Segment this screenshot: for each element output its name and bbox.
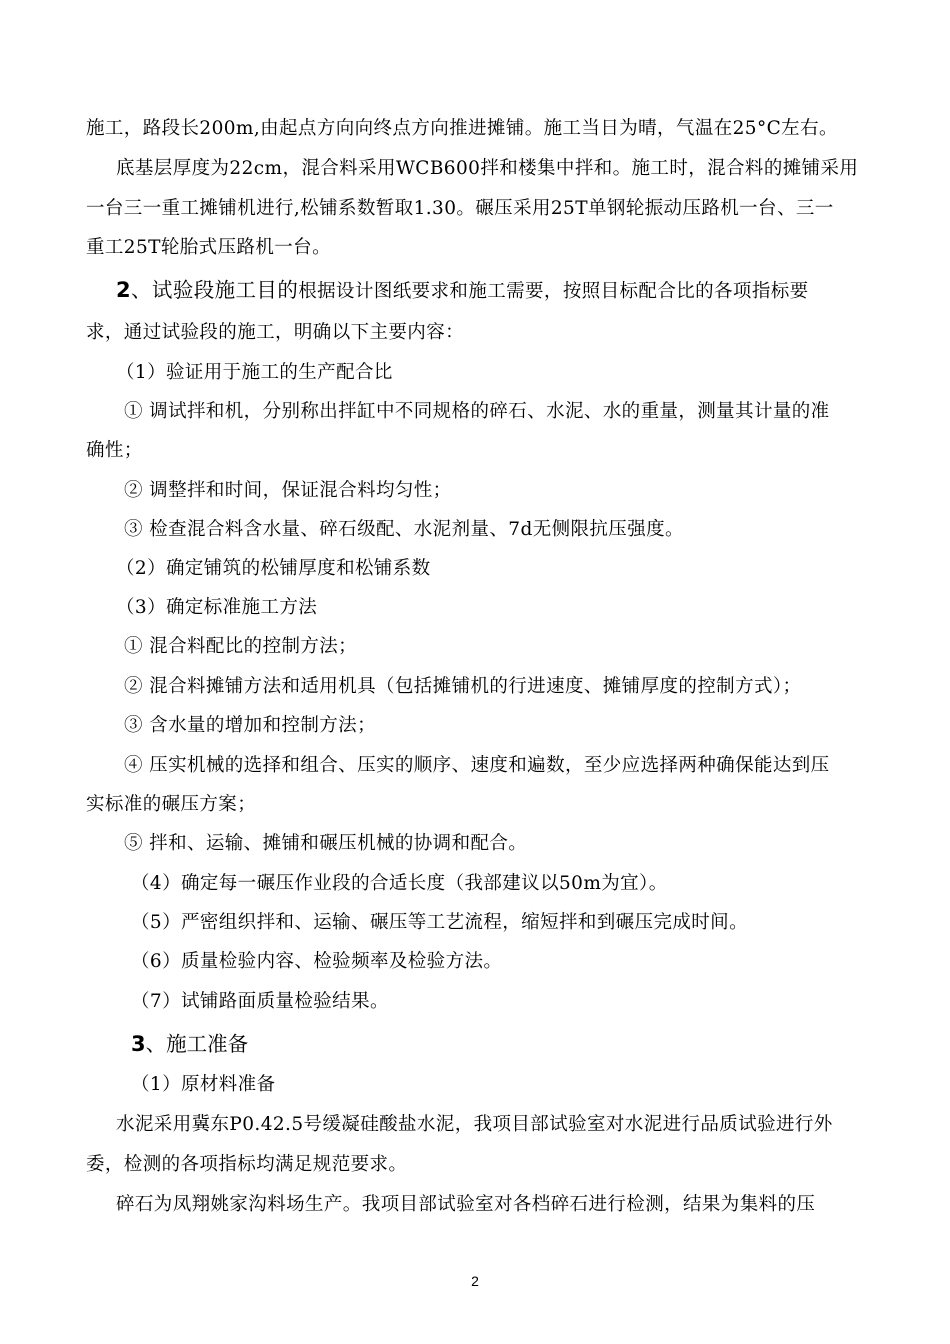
list-item: （2）确定铺筑的松铺厚度和松铺系数 bbox=[116, 558, 431, 579]
list-item: （1）验证用于施工的生产配合比 bbox=[116, 362, 393, 383]
list-item: （5）严密组织拌和、运输、碾压等工艺流程，缩短拌和到碾压完成时间。 bbox=[131, 912, 748, 933]
section-heading bbox=[116, 278, 298, 302]
page-number: 2 bbox=[471, 1273, 479, 1289]
list-item: ③ 含水量的增加和控制方法； bbox=[124, 715, 376, 736]
list-item: ④ 压实机械的选择和组合、压实的顺序、速度和遍数，至少应选择两种确保能达到压 bbox=[124, 755, 830, 776]
list-item: ⑤ 拌和、运输、摊铺和碾压机械的协调和配合。 bbox=[124, 833, 528, 854]
list-item: ② 混合料摊铺方法和适用机具（包括摊铺机的行进速度、摊铺厚度的控制方式）； bbox=[124, 676, 802, 697]
section-title: 、试验段施工目的 bbox=[131, 278, 299, 302]
section-title: 、施工准备 bbox=[145, 1032, 249, 1056]
section-heading bbox=[131, 1031, 248, 1057]
list-item: （7）试铺路面质量检验结果。 bbox=[131, 991, 389, 1012]
paragraph-line: 重工25T轮胎式压路机一台。 bbox=[86, 237, 331, 258]
paragraph-line: 底基层厚度为22cm，混合料采用WCB600拌和楼集中拌和。施工时，混合料的摊铺采用 bbox=[116, 158, 859, 179]
list-item: （6）质量检验内容、检验频率及检验方法。 bbox=[131, 951, 503, 972]
list-item: ① 调试拌和机，分别称出拌缸中不同规格的碎石、水泥、水的重量，测量其计量的准 bbox=[124, 401, 830, 422]
paragraph-line: 委，检测的各项指标均满足规范要求。 bbox=[86, 1154, 408, 1175]
paragraph-line: 碎石为凤翔姚家沟料场生产。我项目部试验室对各档碎石进行检测，结果为集料的压 bbox=[116, 1194, 816, 1215]
paragraph-line: 水泥采用冀东P0.42.5号缓凝硅酸盐水泥，我项目部试验室对水泥进行品质试验进行外 bbox=[116, 1114, 833, 1135]
paragraph-text: 根据设计图纸要求和施工需要，按照目标配合比的各项指标要 bbox=[298, 281, 809, 302]
paragraph-line: 求，通过试验段的施工，明确以下主要内容： bbox=[86, 322, 465, 343]
list-item: ② 调整拌和时间，保证混合料均匀性； bbox=[124, 480, 452, 501]
paragraph-line: 施工，路段长200m,由起点方向向终点方向推进摊铺。施工当日为晴，气温在25°C左右。 bbox=[86, 118, 838, 139]
section-number: 2 bbox=[116, 278, 132, 302]
list-item: （3）确定标准施工方法 bbox=[116, 597, 318, 618]
list-item: ③ 检查混合料含水量、碎石级配、水泥剂量、7d无侧限抗压强度。 bbox=[124, 519, 684, 540]
section-number: 3 bbox=[131, 1032, 146, 1056]
section-2-first-line bbox=[116, 277, 809, 304]
list-item: （1）原材料准备 bbox=[131, 1074, 276, 1095]
list-item-continuation: 实标准的碾压方案； bbox=[86, 794, 257, 815]
paragraph-line: 一台三一重工摊铺机进行,松铺系数暂取1.30。碾压采用25T单钢轮振动压路机一台、三一 bbox=[86, 198, 834, 219]
list-item: ① 混合料配比的控制方法； bbox=[124, 636, 358, 657]
list-item-continuation: 确性； bbox=[86, 440, 143, 461]
list-item: （4）确定每一碾压作业段的合适长度（我部建议以50m为宜）。 bbox=[131, 873, 668, 894]
